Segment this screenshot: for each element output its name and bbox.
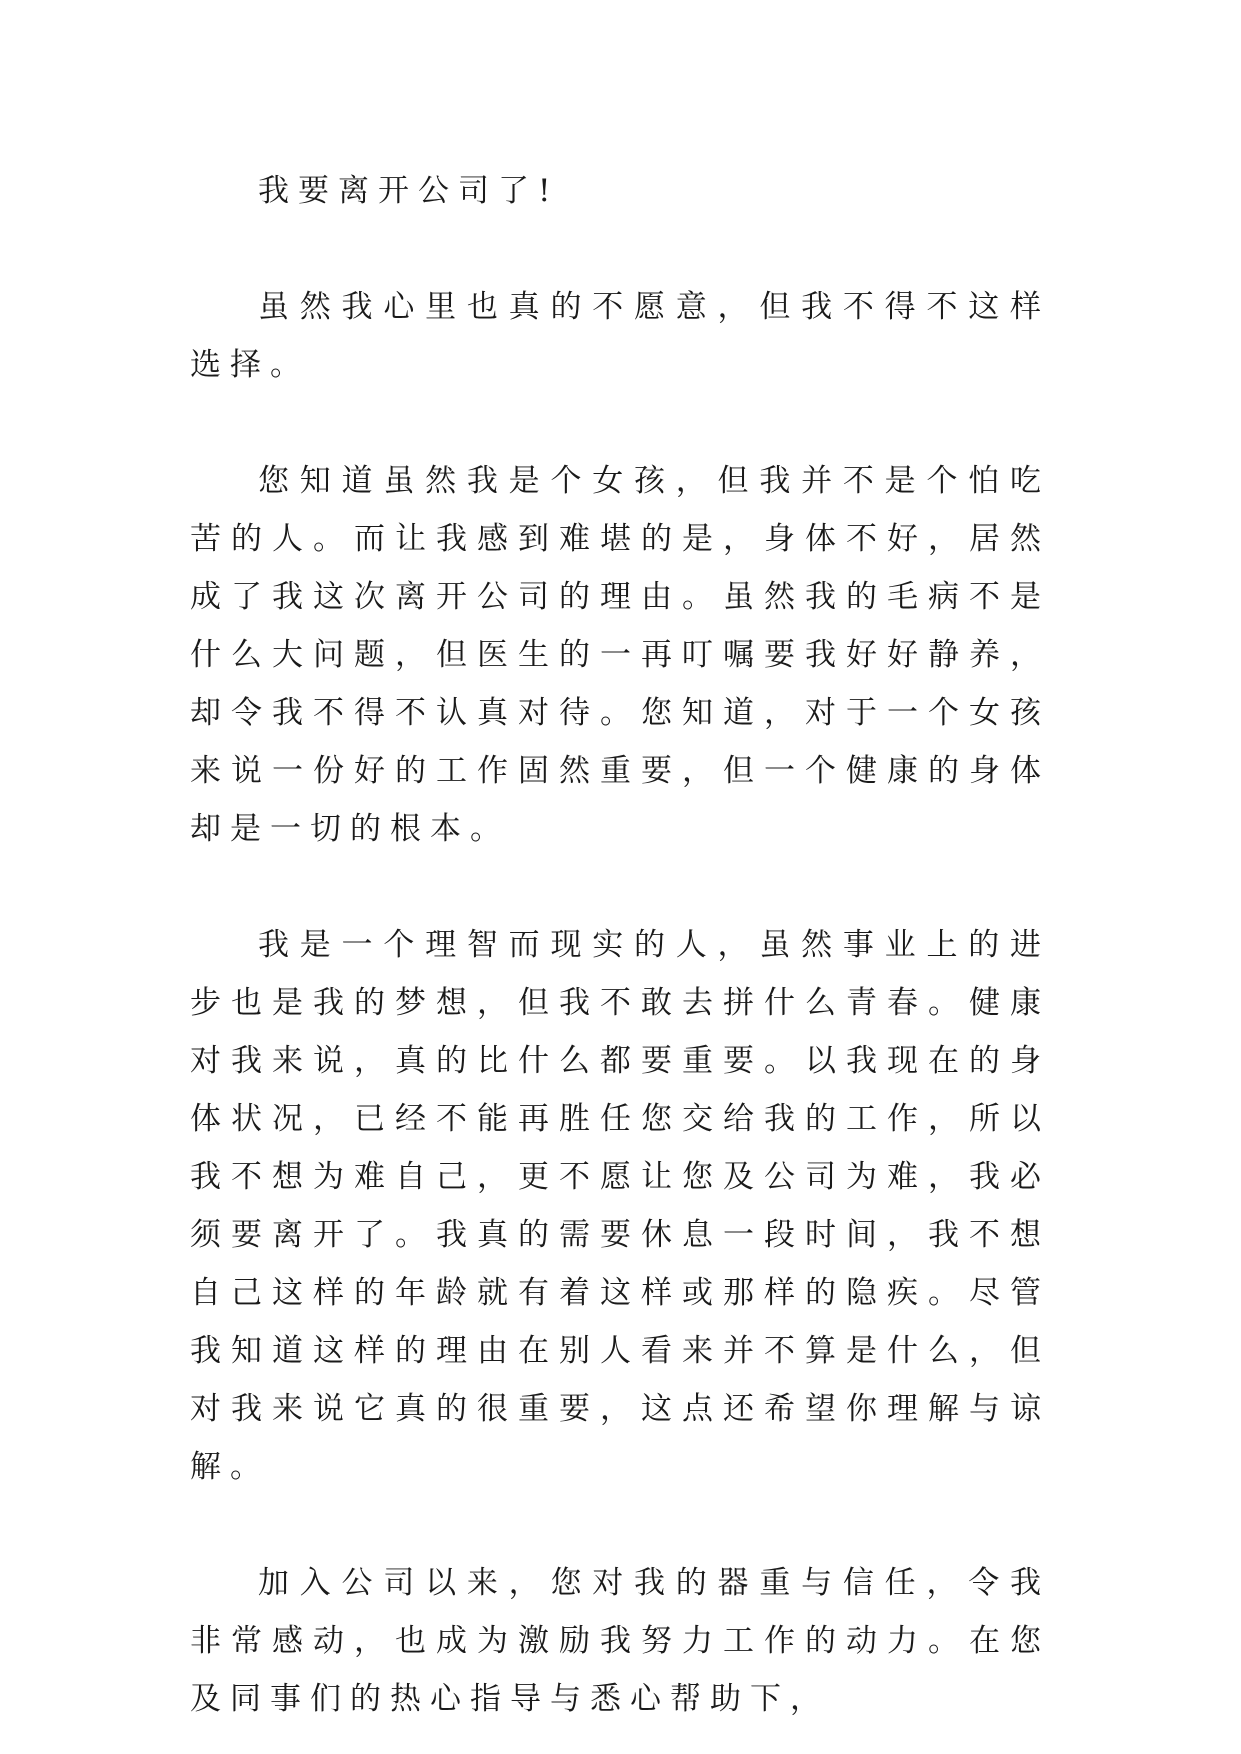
paragraph: 我是一个理智而现实的人，虽然事业上的进步也是我的梦想，但我不敢去拼什么青春。健康对我来说，真的比什么都要重要。以我现在的身体状况，已经不能再胜任您交给我的工作，所以我不想为难自己，更不愿让您及公司为难，我必须要离开了。我真的需要休息一段时间，我不想自己这样的年龄就有着这样或那样的隐疾。尽管我知道这样的理由在别人看来并不算是什么，但对我来说它真的很重要，这点还希望你理解与谅解。 [190, 927, 1050, 1485]
paragraph: 我要离开公司了! [258, 173, 560, 209]
paragraph: 您知道虽然我是个女孩，但我并不是个怕吃苦的人。而让我感到难堪的是，身体不好，居然成了我这次离开公司的理由。虽然我的毛病不是什么大问题，但医生的一再叮嘱要我好好静养，却令我不得不认真对待。您知道，对于一个女孩来说一份好的工作固然重要，但一个健康的身体却是一切的根本。 [190, 463, 1050, 847]
paragraph: 加入公司以来，您对我的器重与信任，令我非常感动，也成为激励我努力工作的动力。在您及同事们的热心指导与悉心帮助下， [190, 1565, 1050, 1717]
paragraph: 虽然我心里也真的不愿意，但我不得不这样选择。 [190, 289, 1050, 383]
letter-body [190, 162, 1050, 1728]
